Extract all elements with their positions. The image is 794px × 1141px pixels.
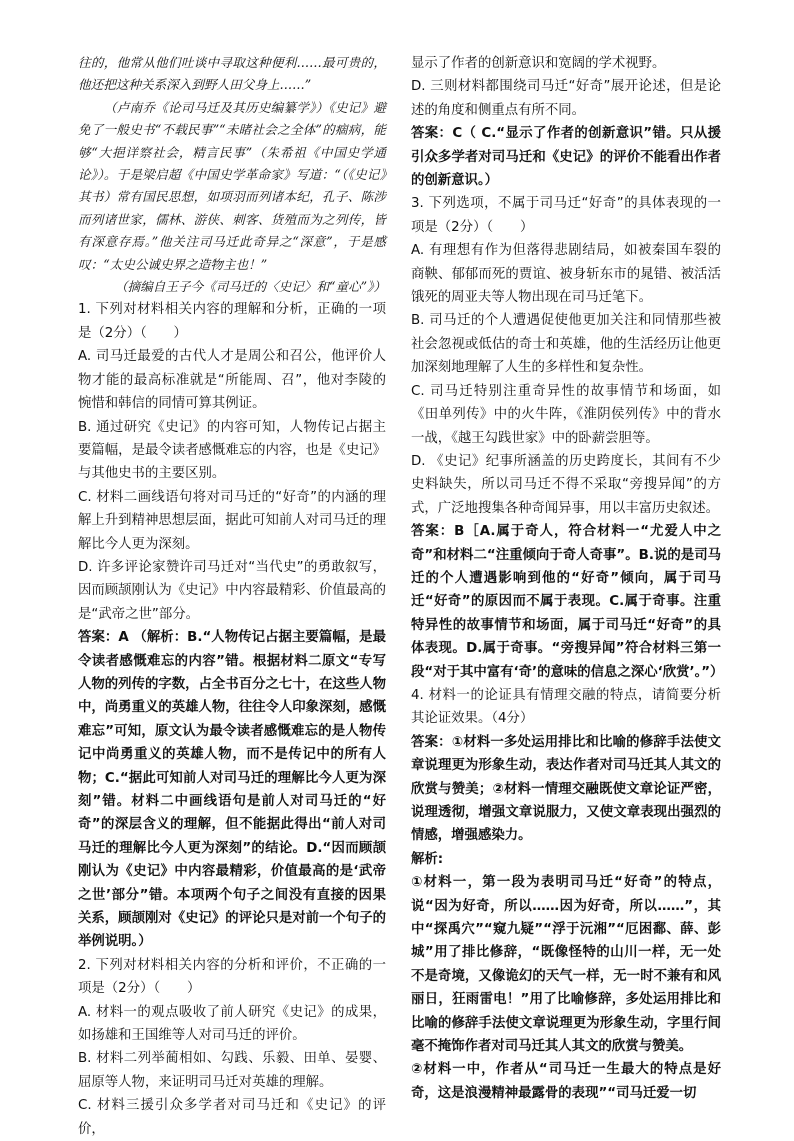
right-column bbox=[411, 52, 724, 1105]
quote-paragraph-1: 往的，他常从他们吐谈中寻取这种便利……最可贵的，他还把这种关系深入到野人田父身上……” bbox=[78, 55, 386, 93]
question-4-stem: 4. 材料一的论证具有情理交融的特点，请简要分析其论证效果。（4分） bbox=[411, 687, 721, 727]
question-2-answer: 答案：C（ C.“显示了作者的创新意识”错。只从援引众多学者对司马迁和《史记》的评价不能看出作者的创新意识。） bbox=[411, 126, 721, 189]
question-3-option-b: B. 司马迁的个人遭遇促使他更加关注和同情那些被社会忽视或低估的奇士和英雄，他的生活经历让他更加深刻地理解了人生的多样性和复杂性。 bbox=[411, 313, 721, 376]
question-2-option-c: C. 材料三援引众多学者对司马迁和《史记》的评价， bbox=[78, 1098, 386, 1137]
question-2-option-c-continued: 显示了作者的创新意识和宽阔的学术视野。 bbox=[411, 56, 666, 71]
left-column bbox=[78, 52, 386, 1141]
question-2-option-d: D. 三则材料都围绕司马迁“好奇”展开论述，但是论述的角度和侧重点有所不同。 bbox=[411, 79, 721, 118]
question-2-stem: 2. 下列对材料相关内容的分析和评价，不正确的一项是（2分）（ ） bbox=[78, 957, 386, 997]
question-2-option-b: B. 材料二列举蔺相如、勾践、乐毅、田单、晏婴、屈原等人物，来证明司马迁对英雄的理解。 bbox=[78, 1051, 386, 1090]
quote-source: （摘编自王子今《司马迁的〈史记〉和“童心”》） bbox=[114, 279, 386, 295]
question-1-option-d: D. 许多评论家赞许司马迁对“当代史”的勇敢叙写，因而顾颉刚认为《史记》中内容最精彩、价值最高的是“武帝之世”部分。 bbox=[78, 559, 386, 622]
quote-paragraph-2: （卢南乔《论司马迁及其历史编纂学》）《史记》避免了一般史书“不载民事”“未睹社会之全体”的痼病，能够“大挹详察社会，精言民事”（朱希祖《中国史学通论》）。于是梁启超《中国史学革命家》写道：“（《史记》其书）常有国民思想，如项羽而列诸本纪，孔子、陈涉而列诸世家，儒林、游侠、刺客、货殖而为之列传，皆有深意存焉。”他关注司马迁此奇异之“深意”，于是感叹：“太史公诚史界之造物主也！” bbox=[78, 99, 386, 272]
question-2-option-a: A. 材料一的观点吸收了前人研究《史记》的成果，如扬雄和王国维等人对司马迁的评价。 bbox=[78, 1004, 386, 1044]
question-1-option-c: C. 材料二画线语句将对司马迁的“好奇”的内涵的理解上升到精神思想层面，据此可知前人对司马迁的理解比今人更为深刻。 bbox=[78, 489, 386, 552]
question-1-option-a: A. 司马迁最爱的古代人才是周公和召公，他评价人物才能的最高标准就是“所能周、召”，他对李陵的惋惜和韩信的同情可算其例证。 bbox=[78, 349, 386, 412]
question-1-stem: 1. 下列对材料相关内容的理解和分析，正确的一项是（2分）（ ） bbox=[78, 302, 386, 341]
question-3-answer: 答案：B［A.属于奇人，符合材料一“尤爱人中之奇”和材料二“注重倾向于奇人奇事”。B.说的是司马迁的个人遭遇影响到他的“好奇”倾向，属于司马迁“好奇”的原因而不属于表现。C.属于奇事。注重特异性的故事情节和场面，属于司马迁“好奇”的具体表现。D.属于奇事。“旁搜异闻”符合材料三第一段“对于其中富有‘奇’的意味的信息之深心‘欣赏’。”） bbox=[411, 524, 724, 680]
question-4-analysis-label: 解析: bbox=[411, 851, 444, 867]
question-4-analysis-2: ②材料一中，作者从“司马迁一生最大的特点是好奇，这是浪漫精神最露骨的表现”“司马迁爱一切 bbox=[411, 1062, 721, 1101]
question-4-analysis-1: ①材料一，第一段为表明司马迁“好奇”的特点，说“因为好奇，所以……因为好奇，所以……”，其中“探禹穴”“窥九疑”“浮于沅湘”“厄困鄱、薛、彭城”用了排比修辞，“既像怪特的山川一样，无一处不是奇境，又像诡幻的天气一样，无一时不兼有和风丽日，狂雨雷电！”用了比喻修辞，多处运用排比和比喻的修辞手法使文章说理更为形象生动，字里行间毫不掩饰作者对司马迁其人其文的欣赏与赞美。 bbox=[411, 875, 721, 1055]
question-1-answer: 答案：A （解析：B.“人物传记占据主要篇幅，是最令读者感慨难忘的内容”错。根据材料二原文“专写人物的列传的字数，占全书百分之七十，在这些人物中，尚勇重义的英雄人物，往往令人印象深刻，感慨难忘”可知，原文认为最令读者感慨难忘的是人物传记中尚勇重义的英雄人物，而不是传记中的所有人物；C.“据此可知前人对司马迁的理解比今人更为深刻”错。材料二中画线语句是前人对司马迁的“好奇”的深层含义的理解，但不能据此得出“前人对司马迁的理解比今人更为深刻”的结论。D.“因而顾颉刚认为《史记》中内容最精彩，价值最高的是‘武帝之世’部分”错。本项两个句子之间没有直接的因果关系，顾颉刚对《史记》的评论只是对前一个句子的举例说明。） bbox=[78, 630, 386, 950]
question-3-option-a: A. 有理想有作为但落得悲剧结局，如被秦国车裂的商鞅、郁郁而死的贾谊、被身斩东市的晁错、被活活饿死的周亚夫等人物出现在司马迁笔下。 bbox=[411, 243, 721, 306]
question-3-option-d: D. 《史记》纪事所涵盖的历史跨度长，其间有不少史料缺失，所以司马迁不得不采取“旁搜异闻”的方式，广泛地搜集各种奇闻异事，用以丰富历史叙述。 bbox=[411, 453, 721, 516]
question-3-stem: 3. 下列选项，不属于司马迁“好奇”的具体表现的一项是（2分）（ ） bbox=[411, 196, 721, 235]
question-4-answer: 答案：①材料一多处运用排比和比喻的修辞手法使文章说理更为形象生动，表达作者对司马迁其人其文的欣赏与赞美；②材料一情理交融既使文章论证严密，说理透彻，增强文章说服力，又使文章表现出强烈的情感，增强感染力。 bbox=[411, 734, 721, 844]
question-3-option-c: C. 司马迁特别注重奇异性的故事情节和场面，如《田单列传》中的火牛阵，《淮阴侯列传》中的背水一战，《越王勾践世家》中的卧薪尝胆等。 bbox=[411, 383, 721, 446]
question-1-option-b: B. 通过研究《史记》的内容可知，人物传记占据主要篇幅，是最令读者感慨难忘的内容，也是《史记》与其他史书的主要区别。 bbox=[78, 419, 386, 482]
